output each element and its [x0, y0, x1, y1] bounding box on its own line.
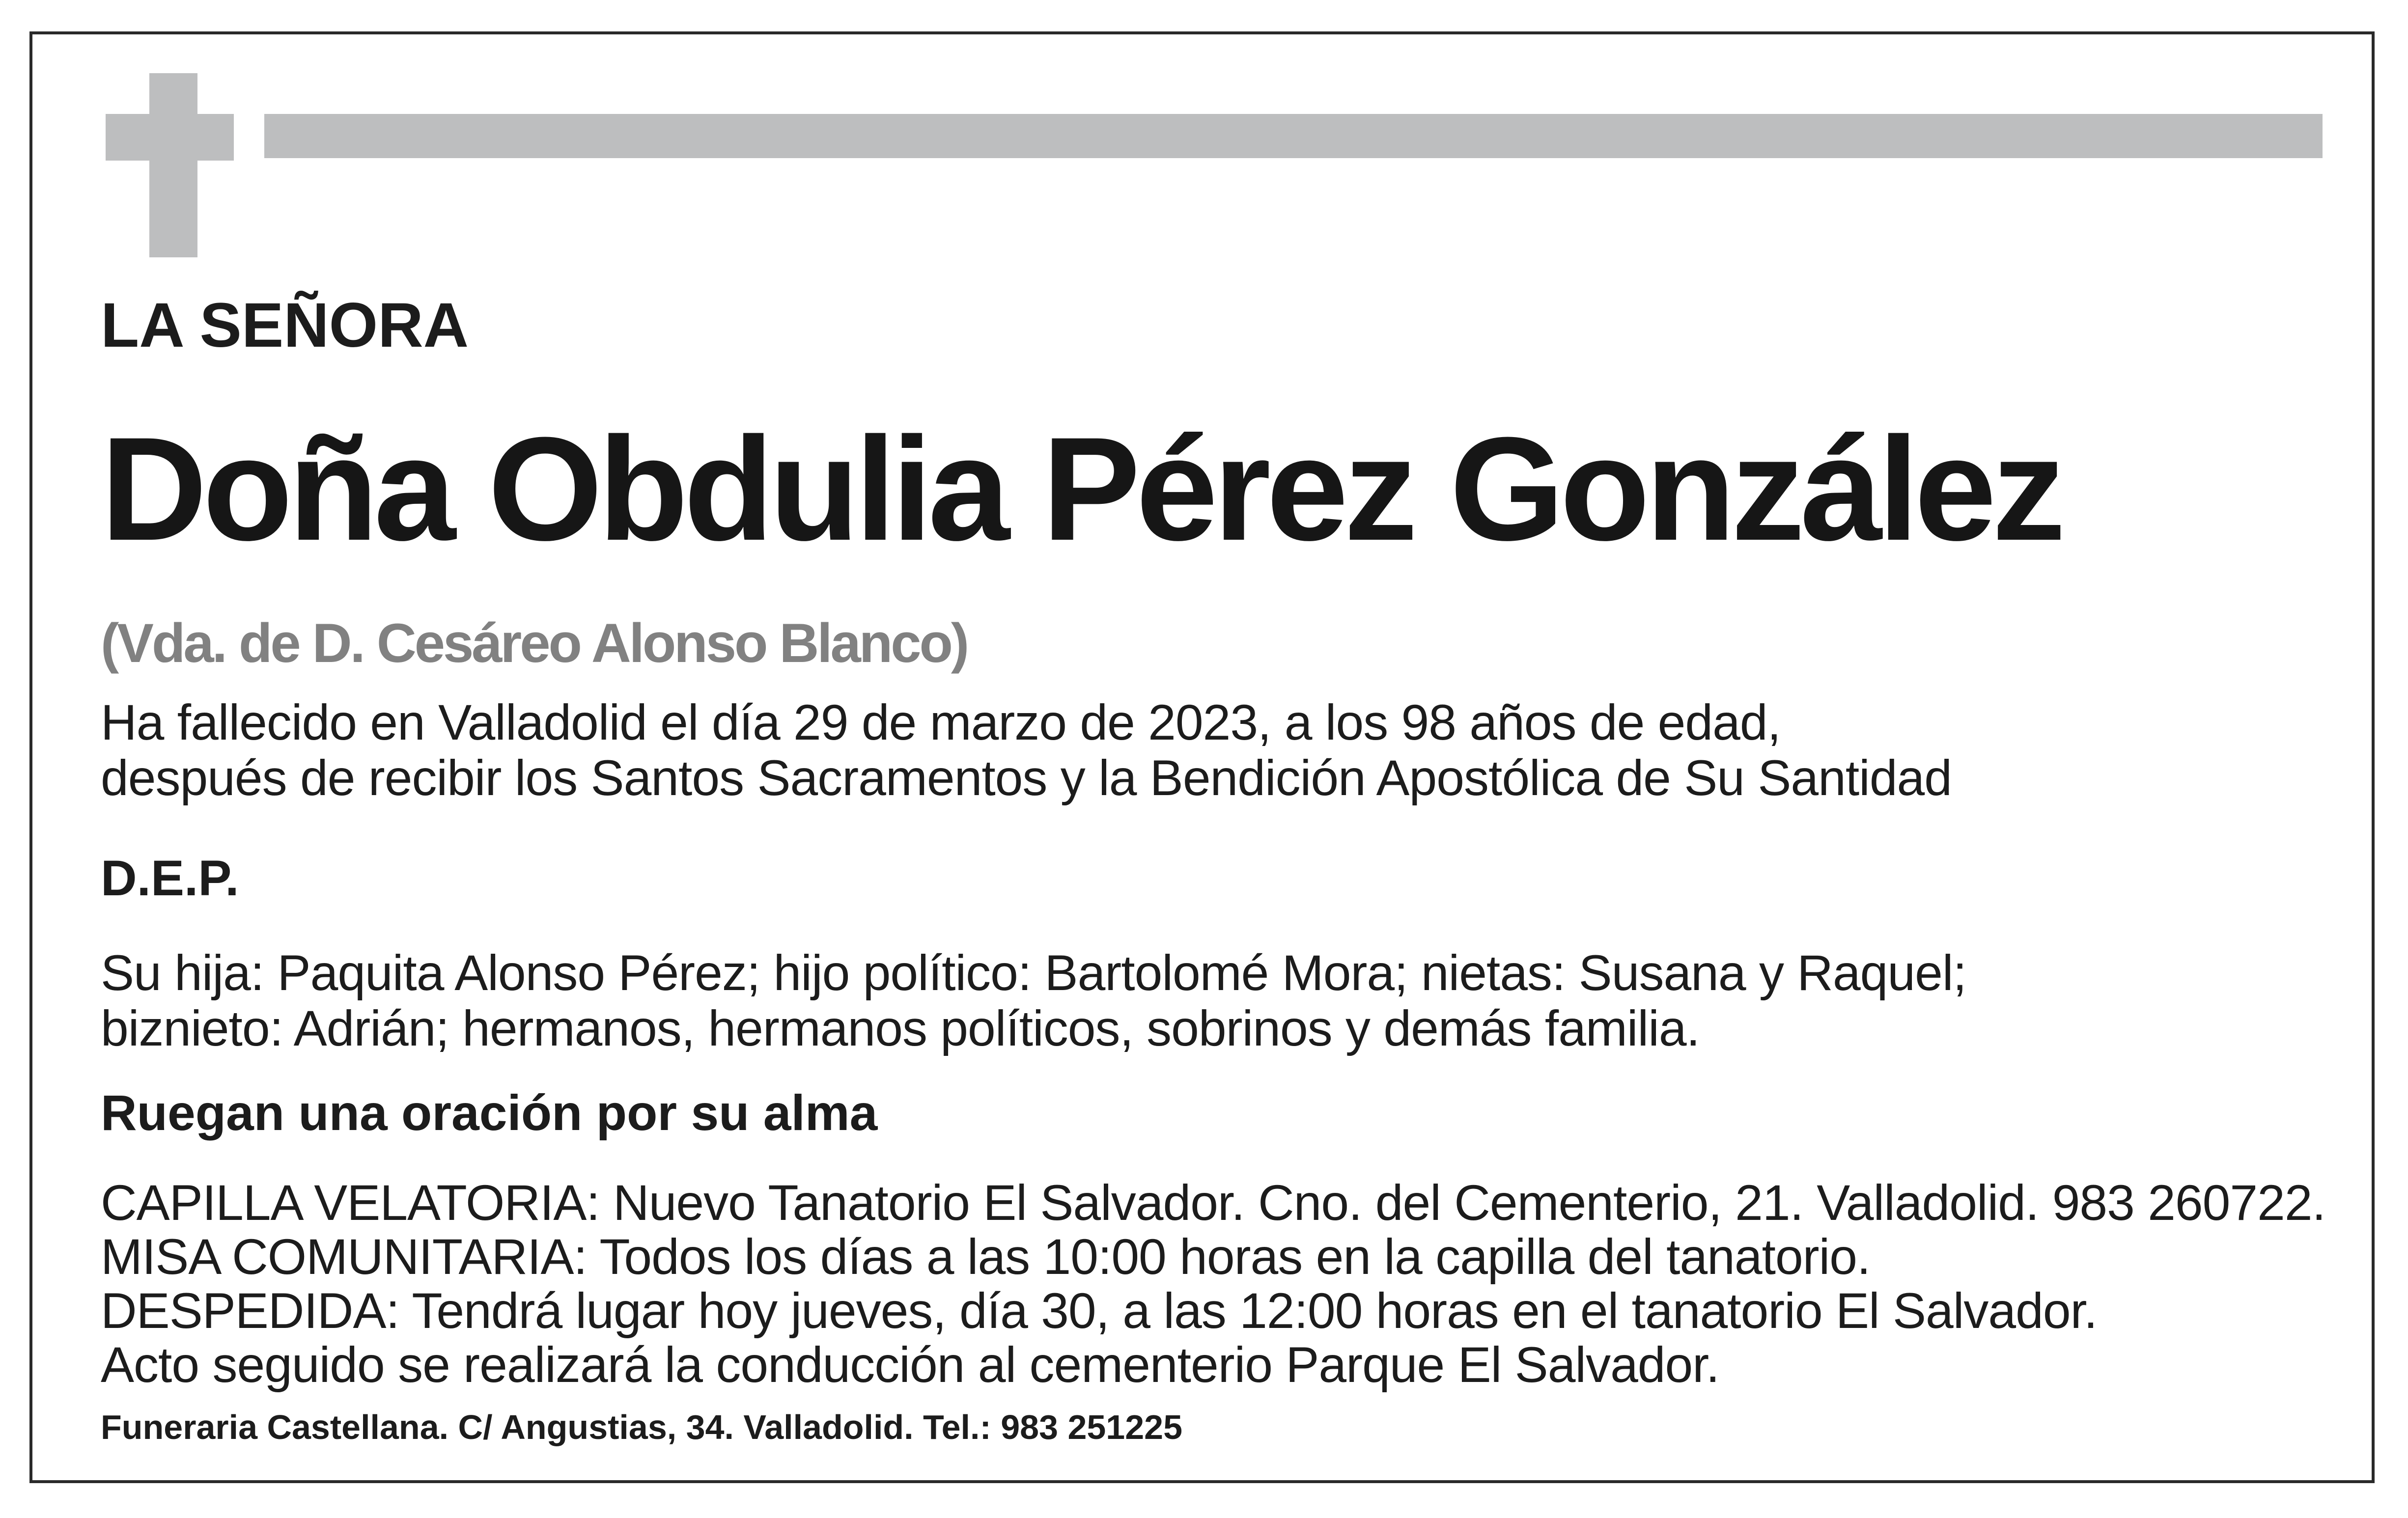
prayer-request: Ruegan una oración por su alma — [101, 1085, 878, 1141]
cross-vertical-bar — [149, 73, 197, 257]
cross-horizontal-bar — [106, 114, 234, 161]
funeral-home-footer: Funeraria Castellana. C/ Angustias, 34. Valladolid. Tel.: 983 251225 — [101, 1408, 1183, 1446]
service-line-1: CAPILLA VELATORIA: Nuevo Tanatorio El Salvador. Cno. del Cementerio, 21. Valladolid. 983 260722. — [101, 1175, 2325, 1231]
family-line-2: biznieto: Adrián; hermanos, hermanos políticos, sobrinos y demás familia. — [101, 1000, 1700, 1056]
header-divider-bar — [264, 114, 2323, 158]
service-line-4: Acto seguido se realizará la conducción al cementerio Parque El Salvador. — [101, 1337, 1719, 1393]
death-line-1: Ha fallecido en Valladolid el día 29 de marzo de 2023, a los 98 años de edad, — [101, 694, 1781, 750]
death-line-2: después de recibir los Santos Sacramentos y la Bendición Apostólica de Su Santidad — [101, 750, 1952, 806]
rip-label: D.E.P. — [101, 850, 239, 906]
deceased-name: Doña Obdulia Pérez González — [101, 406, 2062, 571]
widow-of-subtitle: (Vda. de D. Cesáreo Alonso Blanco) — [101, 612, 968, 674]
service-line-2: MISA COMUNITARIA: Todos los días a las 10:00 horas en la capilla del tanatorio. — [101, 1229, 1871, 1285]
service-line-3: DESPEDIDA: Tendrá lugar hoy jueves, día 30, a las 12:00 horas en el tanatorio El Salvador. — [101, 1283, 2098, 1339]
family-line-1: Su hija: Paquita Alonso Pérez; hijo político: Bartolomé Mora; nietas: Susana y Raquel; — [101, 945, 1966, 1001]
heading-title: LA SEÑORA — [101, 290, 469, 360]
